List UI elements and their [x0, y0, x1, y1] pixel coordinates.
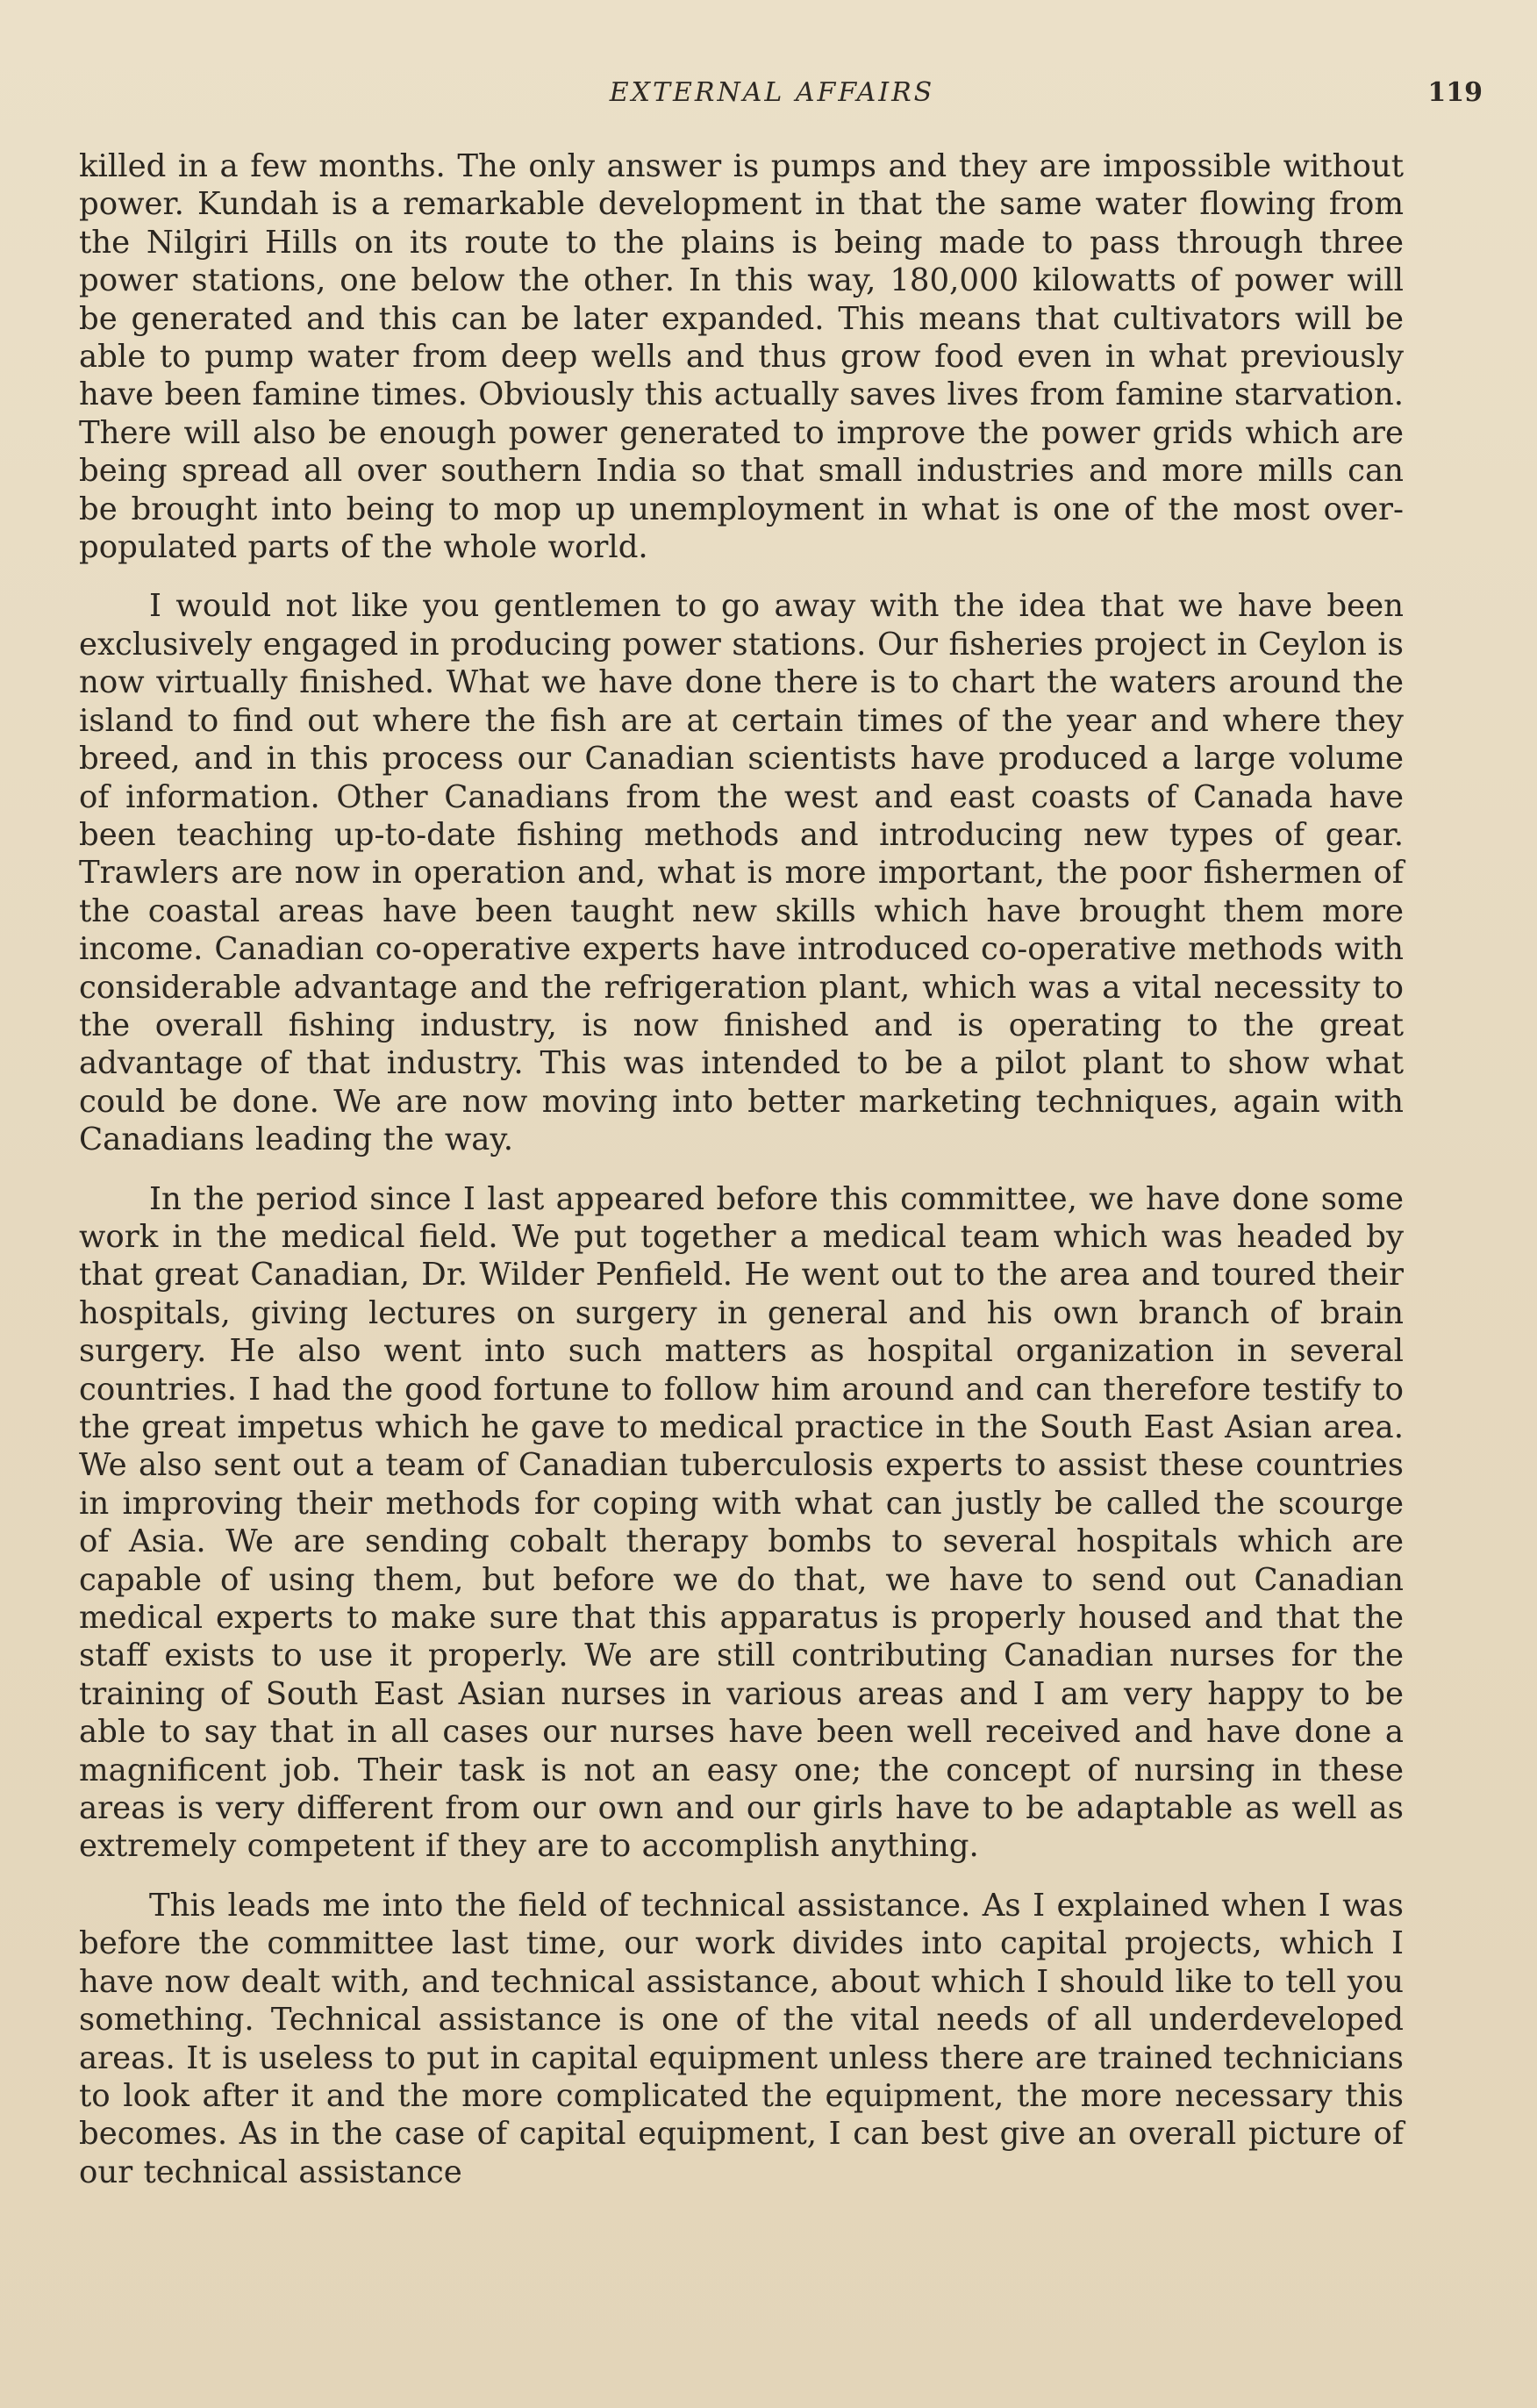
body-text: [79, 147, 1404, 2212]
page-number: 119: [1427, 77, 1483, 108]
paragraph-fisheries: I would not like you gentlemen to go away with the idea that we have been exclusively engaged in producing power stations. Our fisheries project in Ceylon is now virtually finished. What we have done there is to chart the waters around the island to find out where the fish are at certain times of the year and where they breed, and in this process our Canadian scientists have produced a large volume of information. Other Canadians from the west and east coasts of Canada have been teaching up-to-date fishing methods and introducing new types of gear. Trawlers are now in operation and, what is more important, the poor fishermen of the coastal areas have been taught new skills which have brought them more income. Canadian co-operative experts have introduced co-operative methods with considerable advantage and the refrigeration plant, which was a vital necessity to the overall fishing industry, is now finished and is operating to the great advantage of that industry. This was intended to be a pilot plant to show what could be done. We are now moving into better marketing techniques, again with Canadians leading the way.: [79, 588, 1404, 1158]
paragraph-medical: In the period since I last appeared before this committee, we have done some work in the medical field. We put together a medical team which was headed by that great Canadian, Dr. Wilder Penfield. He went out to the area and toured their hospitals, giving lectures on surgery in general and his own branch of brain surgery. He also went into such matters as hospital organization in several countries. I had the good fortune to follow him around and can therefore testify to the great impetus which he gave to medical practice in the South East Asian area. We also sent out a team of Canadian tuberculosis experts to assist these countries in improving their methods for coping with what can justly be called the scourge of Asia. We are sending cobalt therapy bombs to several hospitals which are capable of using them, but before we do that, we have to send out Canadian medical experts to make sure that this apparatus is properly housed and that the staff exists to use it properly. We are still contributing Canadian nurses for the training of South East Asian nurses in various areas and I am very happy to be able to say that in all cases our nurses have been well received and have done a magnificent job. Their task is not an easy one; the concept of nursing in these areas is very different from our own and our girls have to be adaptable as well as extremely competent if they are to accomplish anything.: [79, 1180, 1404, 1865]
paragraph-technical-assistance: This leads me into the field of technical assistance. As I explained when I was before the committee last time, our work divides into capital projects, which I have now dealt with, and technical assistance, about which I should like to tell you something. Technical assistance is one of the vital needs of all underdeveloped areas. It is useless to put in capital equipment unless there are trained technicians to look after it and the more complicated the equipment, the more necessary this becomes. As in the case of capital equipment, I can best give an overall picture of our technical assistance: [79, 1887, 1404, 2190]
paragraph-power-continuation: killed in a few months. The only answer is pumps and they are impossible without power. Kundah is a remarkable development in that the same water flowing from the Nilgiri Hills on its route to the plains is being made to pass through three power stations, one below the other. In this way, 180,000 kilowatts of power will be generated and this can be later expanded. This means that cultivators will be able to pump water from deep wells and thus grow food even in what previously have been famine times. Obviously this actually saves lives from famine starvation. There will also be enough power generated to improve the power grids which are being spread all over southern India so that small industries and more mills can be brought into being to mop up unemployment in what is one of the most over-populated parts of the whole world.: [79, 148, 1404, 566]
running-header: [79, 77, 1483, 116]
running-title: EXTERNAL AFFAIRS: [609, 77, 935, 108]
